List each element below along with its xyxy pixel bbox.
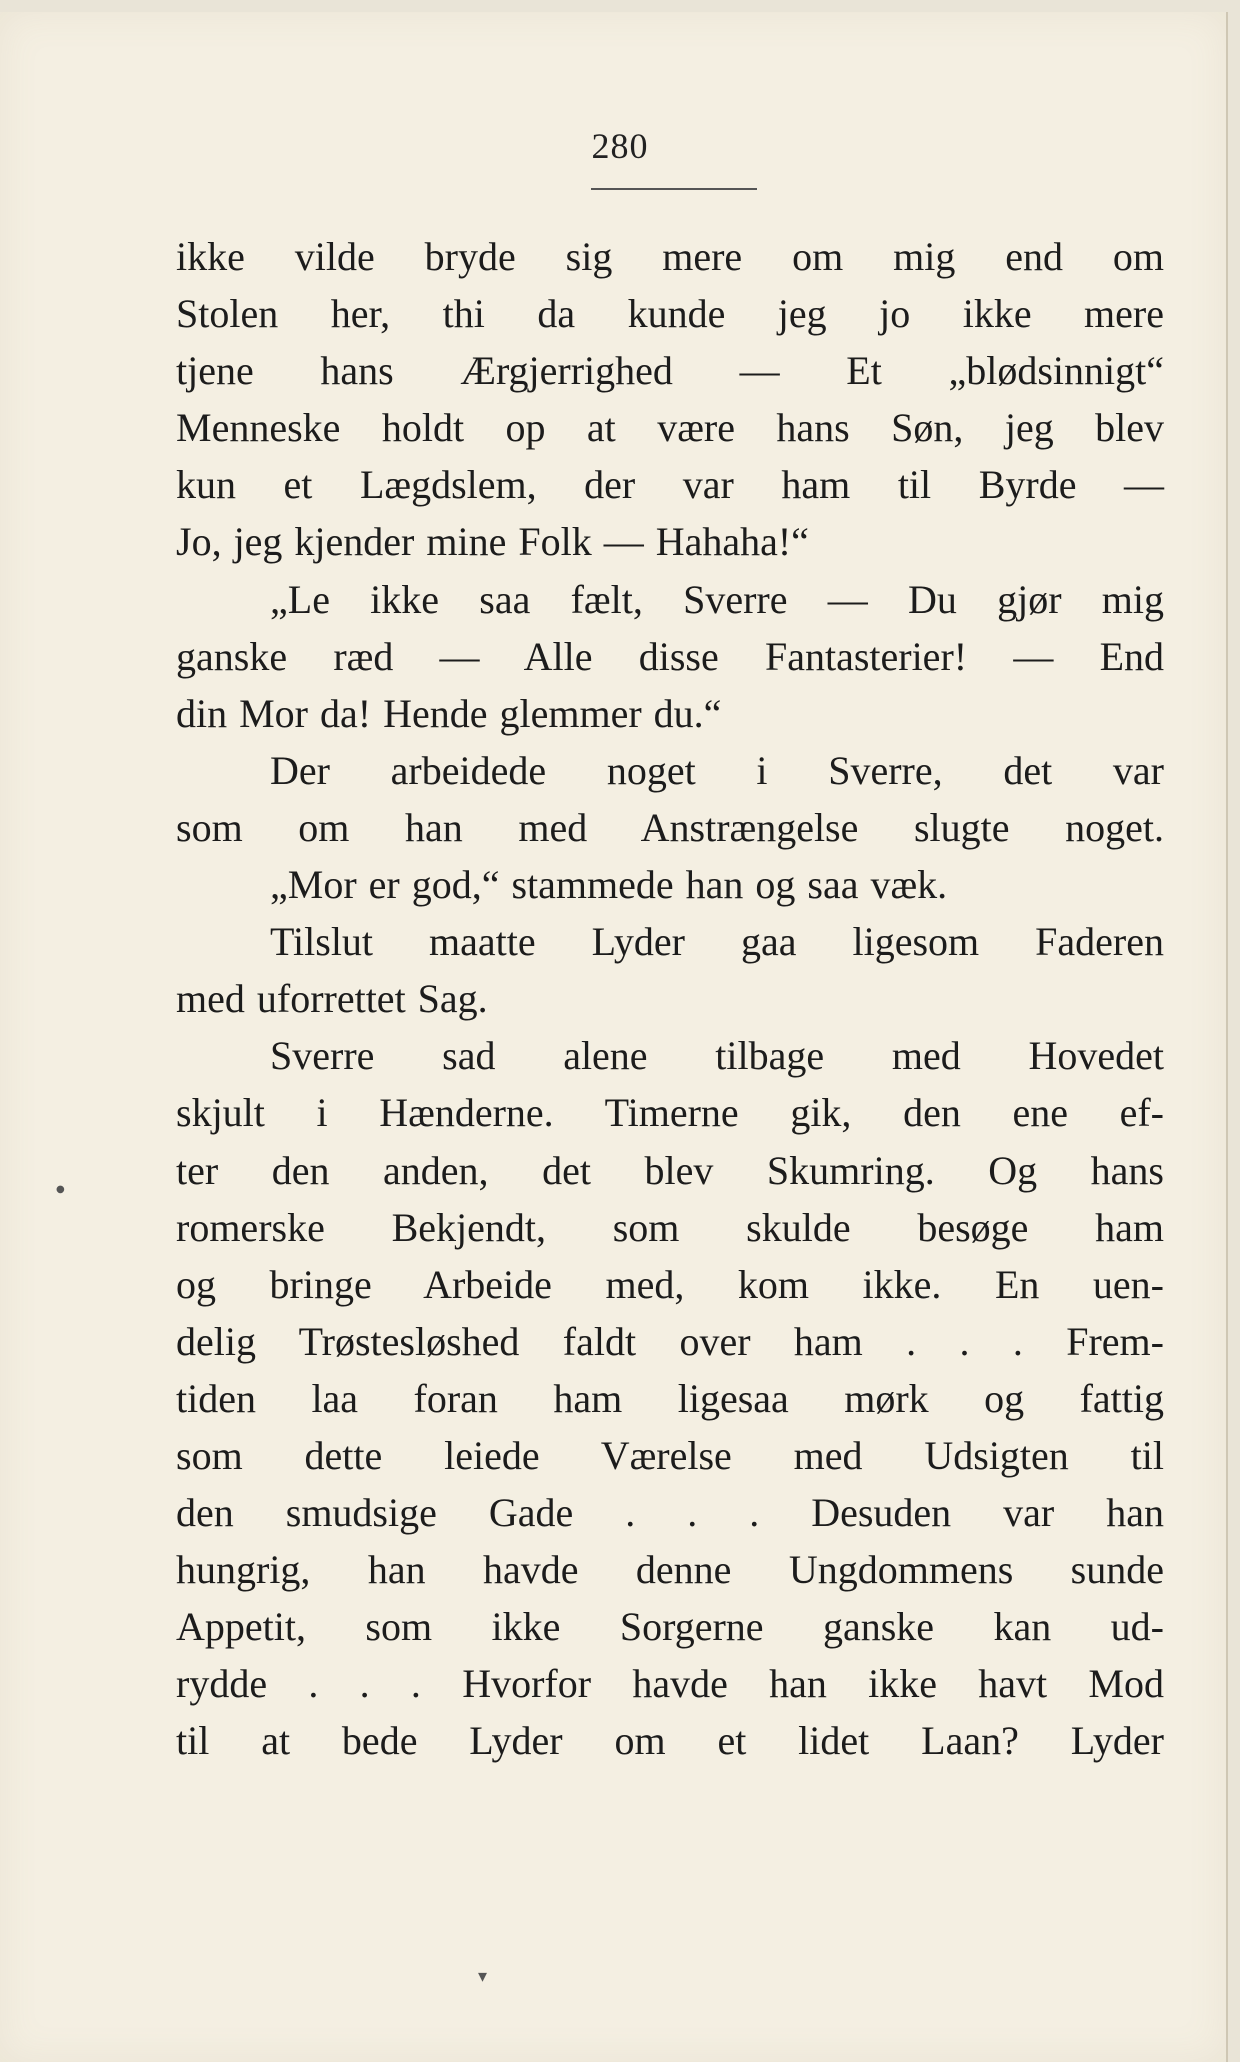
text-line: som om han med Anstrængelse slugte noget. — [176, 804, 1164, 850]
text-line: til at bede Lyder om et lidet Laan? Lyder — [176, 1718, 1164, 1764]
text-line: din Mor da! Hende glemmer du.“ — [176, 690, 722, 736]
text-line: med uforrettet Sag. — [176, 976, 488, 1022]
paper-speck-icon: ▾ — [478, 1966, 488, 1987]
body-text — [176, 228, 1164, 1770]
text-line: „Mor er god,“ stammede han og saa væk. — [270, 862, 948, 908]
text-line: tiden laa foran ham ligesaa mørk og fattig — [176, 1375, 1164, 1421]
text-line: ter den anden, det blev Skumring. Og hans — [176, 1147, 1164, 1193]
text-line: kun et Lægdslem, der var ham til Byrde — — [176, 462, 1164, 508]
text-line: ikke vilde bryde sig mere om mig end om — [176, 234, 1164, 279]
text-line: tjene hans Ærgjerrighed — Et „blødsinnigt“ — [176, 348, 1164, 394]
text-line: den smudsige Gade . . . Desuden var han — [176, 1490, 1164, 1536]
text-line: Tilslut maatte Lyder gaa ligesom Faderen — [270, 919, 1164, 965]
text-line: „Le ikke saa fælt, Sverre — Du gjør mig — [270, 576, 1164, 622]
page-number: 280 — [591, 126, 649, 166]
text-line: delig Trøstesløshed faldt over ham . . . Frem- — [176, 1318, 1164, 1364]
paper-speck-icon: ● — [56, 1184, 65, 1195]
text-line: Sverre sad alene tilbage med Hovedet — [270, 1033, 1164, 1079]
text-line: Appetit, som ikke Sorgerne ganske kan ud- — [176, 1604, 1164, 1650]
text-line: ganske ræd — Alle disse Fantasterier! — End — [176, 633, 1164, 679]
text-line: hungrig, han havde denne Ungdommens sunde — [176, 1547, 1164, 1593]
text-line: rydde . . . Hvorfor havde han ikke havt Mod — [176, 1661, 1164, 1707]
text-line: Jo, jeg kjender mine Folk — Hahaha!“ — [176, 519, 809, 565]
text-line: skjult i Hænderne. Timerne gik, den ene ef- — [176, 1090, 1164, 1136]
text-line: romerske Bekjendt, som skulde besøge ham — [176, 1204, 1164, 1250]
text-line: Der arbeidede noget i Sverre, det var — [270, 747, 1164, 793]
text-line: Menneske holdt op at være hans Søn, jeg blev — [176, 405, 1164, 451]
header-rule — [591, 188, 757, 190]
text-line: og bringe Arbeide med, kom ikke. En uen- — [176, 1261, 1164, 1307]
text-line: som dette leiede Værelse med Udsigten til — [176, 1432, 1164, 1478]
text-line: Stolen her, thi da kunde jeg jo ikke mere — [176, 291, 1164, 337]
